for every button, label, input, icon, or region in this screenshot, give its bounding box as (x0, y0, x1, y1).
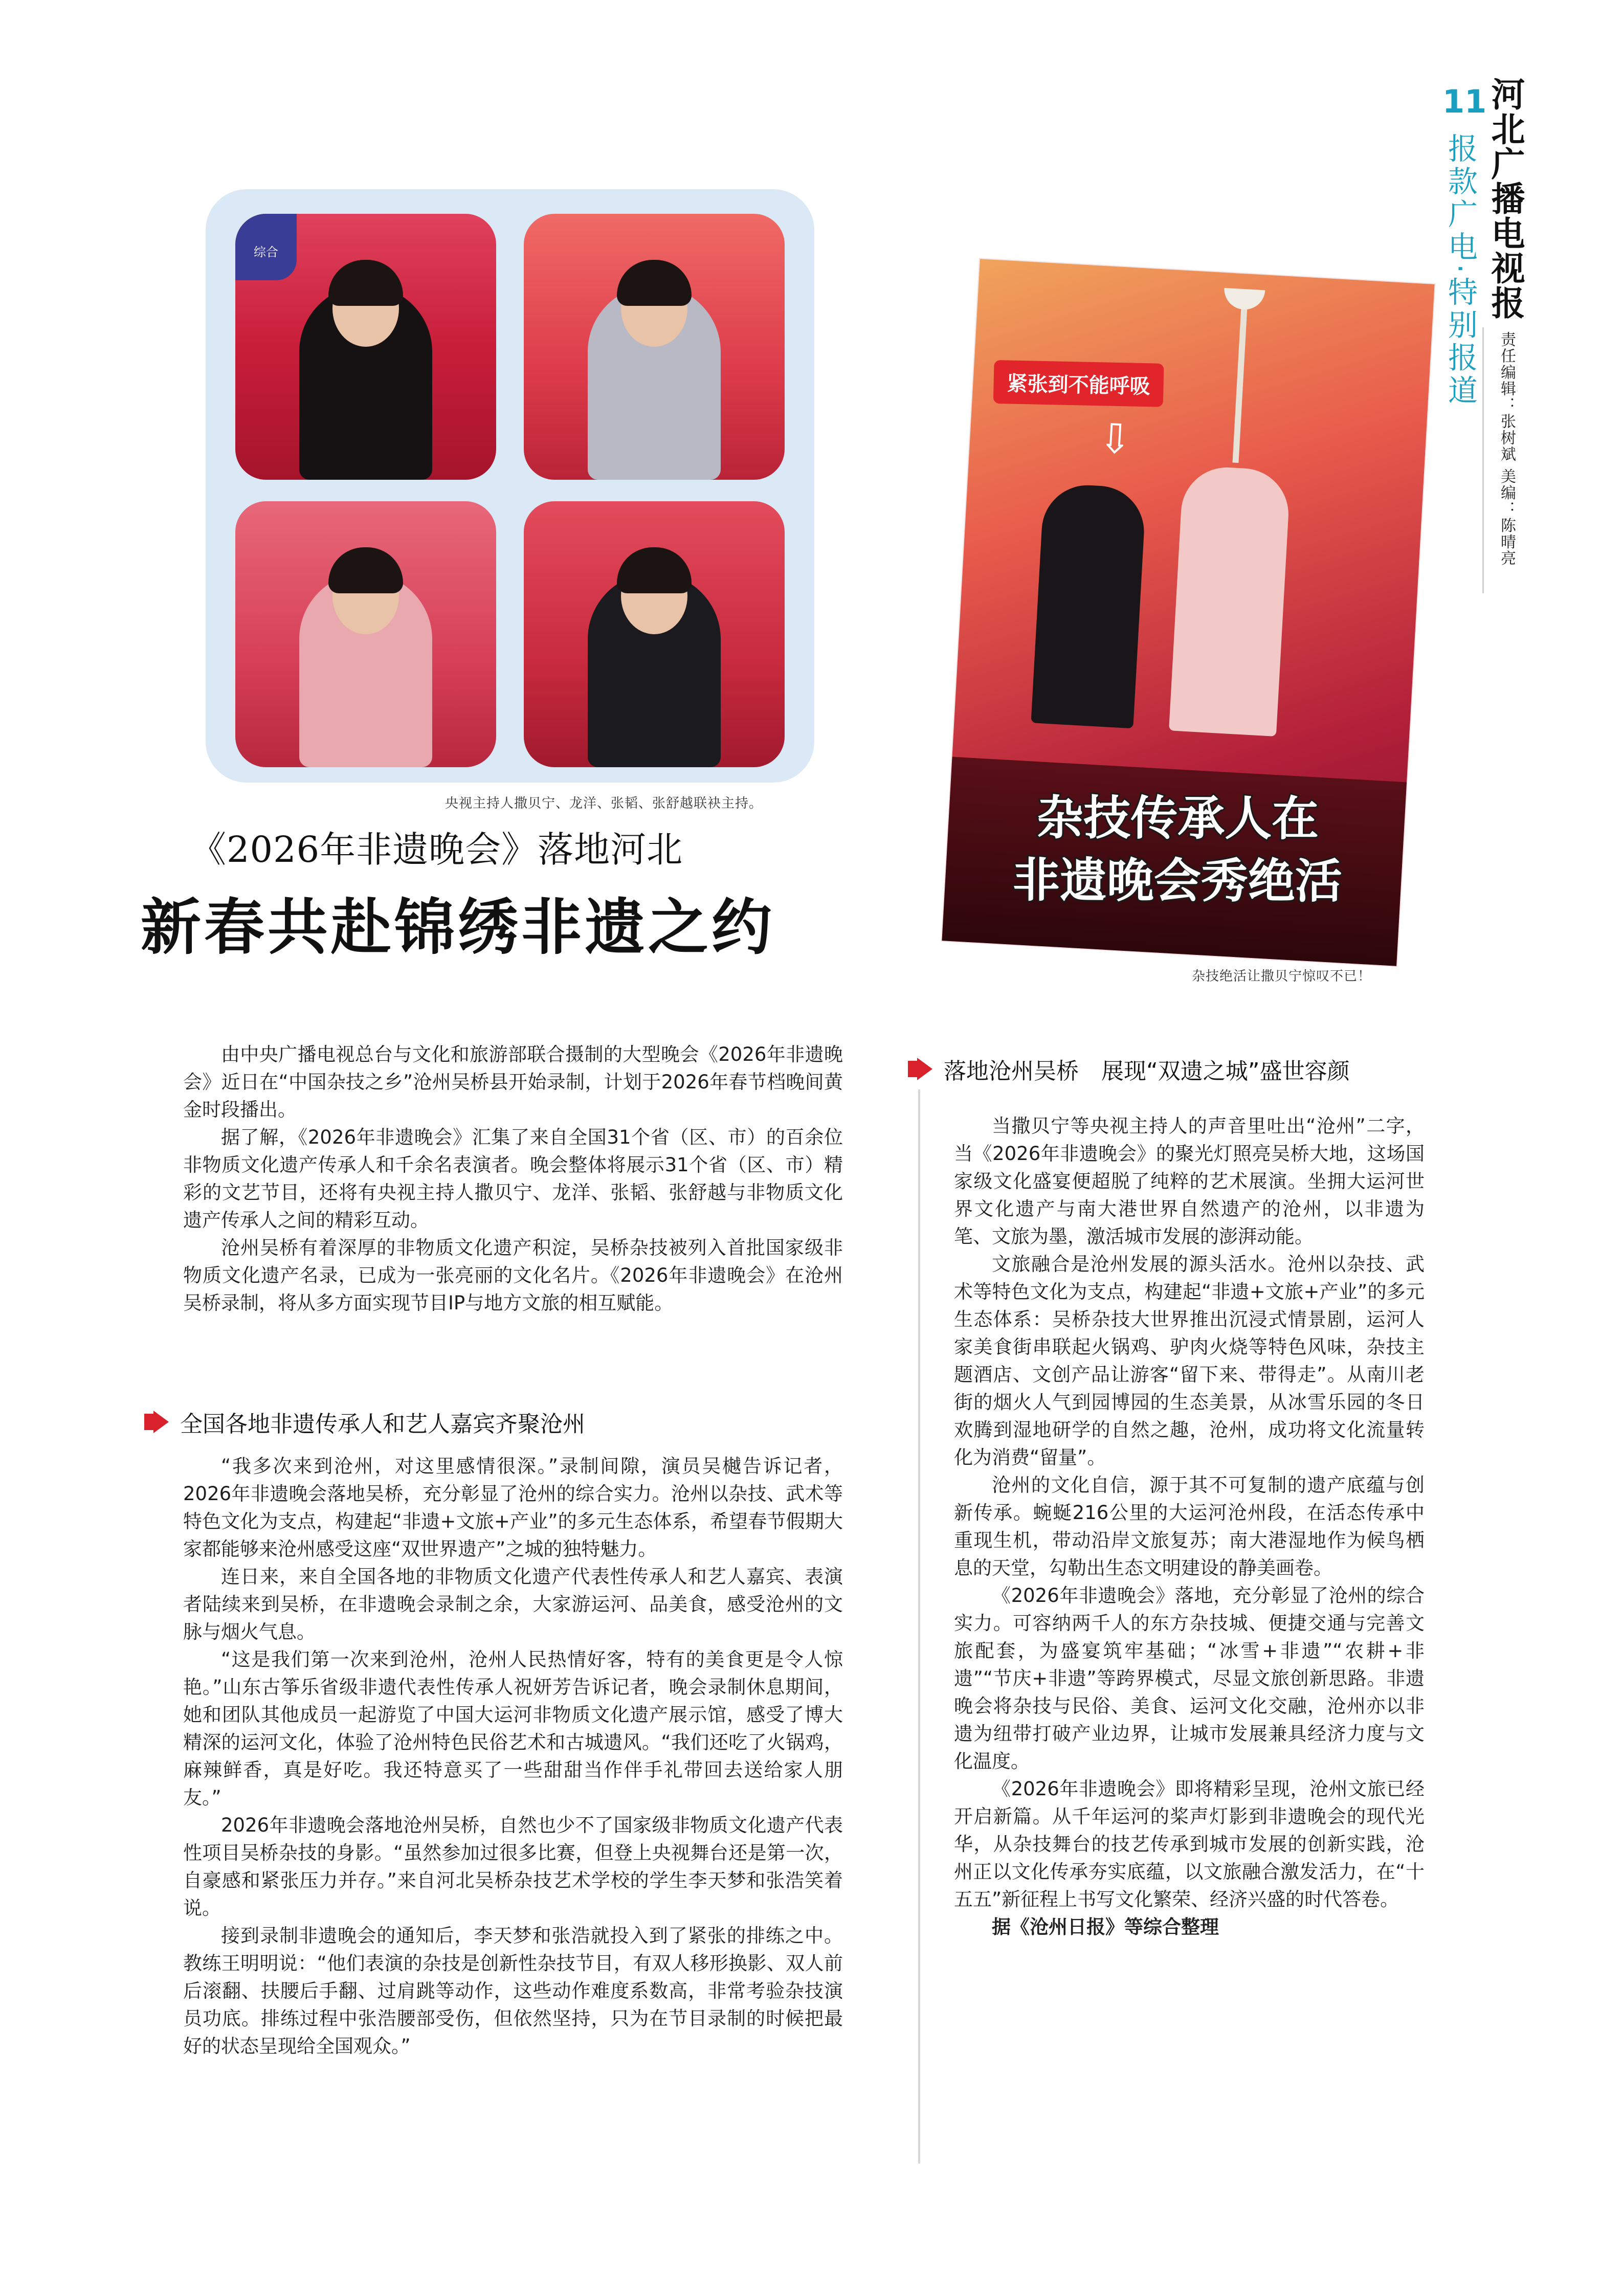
paragraph: 据了解，《2026年非遗晚会》汇集了来自全国31个省（区、市）的百余位非物质文化遗产传承人和千余名表演者。晚会整体将展示31个省（区、市）精彩的文艺节目，还将有央视主持人撒贝宁、龙洋、张韬、张舒越与非物质文化遗产传承人之间的精彩互动。 (183, 1126, 843, 1231)
masthead-divider (1482, 327, 1484, 593)
source-credit: 据《沧州日报》等综合整理 (992, 1916, 1219, 1938)
intro-text (183, 1041, 843, 1317)
paragraph: 2026年非遗晚会落地沧州吴桥，自然也少不了国家级非物质文化遗产代表性项目吴桥杂技的身影。“虽然参加过很多比赛，但登上央视舞台还是第一次，自豪感和紧张压力并存。”来自河北吴桥杂技艺术学校的学生李天梦和张浩笑着说。 (183, 1814, 843, 1919)
arrow-marker-icon (144, 1411, 171, 1433)
paragraph: 沧州的文化自信，源于其不可复制的遗产底蕴与创新传承。蜿蜒216公里的大运河沧州段，在活态传承中重现生机，带动沿岸文旅复苏；南大港湿地作为候鸟栖息的天堂，勾勒出生态文明建设的静美画卷。 (954, 1474, 1425, 1579)
page-number: 11 (1442, 83, 1487, 120)
paragraph: 《2026年非遗晚会》落地，充分彰显了沧州的综合实力。可容纳两千人的东方杂技城、便捷交通与完善文旅配套，为盛宴筑牢基础；“冰雪+非遗”“农耕+非遗”“节庆+非遗”等跨界模式，尽显文旅创新思路。非遗晚会将杂技与民俗、美食、运河文化交融，沧州亦以非遗为纽带打破产业边界，让城市发展兼具经济力度与文化温度。 (954, 1585, 1425, 1772)
photo-banner: 杂技传承人在 非遗晚会秀绝活 (1012, 790, 1343, 909)
paper-name: 河北广播电视报 (1485, 77, 1525, 320)
host-photo (235, 214, 496, 480)
arrow-marker-icon (908, 1058, 935, 1080)
paragraph: 连日来，来自全国各地的非物质文化遗产代表性传承人和艺人嘉宾、表演者陆续来到吴桥，在非遗晚会录制之余，大家游运河、品美食，感受沧州的文脉与烟火气息。 (183, 1566, 843, 1643)
acrobatics-photo (942, 259, 1434, 966)
section-title: 报款广电·特别报道 (1443, 133, 1478, 408)
host-photo (524, 501, 785, 767)
photo-sticker: 紧张到不能呼吸 (993, 360, 1164, 407)
paragraph: “我多次来到沧州，对这里感情很深。”录制间隙，演员吴樾告诉记者，2026年非遗晚会落地吴桥，充分彰显了沧州的综合实力。沧州以杂技、武术等特色文化为支点，构建起“非遗+文旅+产业”的多元生态体系，希望春节假期大家都能够来沧州感受这座“双世界遗产”之城的独特魅力。 (183, 1455, 843, 1560)
paragraph: 接到录制非遗晚会的通知后，李天梦和张浩就投入到了紧张的排练之中。教练王明明说：“他们表演的杂技是创新性杂技节目，有双人移形换影、双人前后滚翻、扶腰后手翻、过肩跳等动作，这些动作难度系数高，非常考验杂技演员功底。排练过程中张浩腰部受伤，但依然坚持，只为在节目录制的时候把最好的状态呈现给全国观众。” (183, 1925, 843, 2057)
paragraph: “这是我们第一次来到沧州，沧州人民热情好客，特有的美食更是令人惊艳。”山东古筝乐省级非遗代表性传承人祝妍芳告诉记者，晚会录制休息期间，她和团队其他成员一起游览了中国大运河非物质文化遗产展示馆，感受了博大精深的运河文化，体验了沧州特色民俗艺术和古城遗风。“我们还吃了火锅鸡，麻辣鲜香，真是好吃。我还特意买了一些甜甜当作伴手礼带回去送给家人朋友。” (183, 1648, 843, 1809)
collage-caption: 央视主持人撒贝宁、龙洋、张韬、张舒越联袂主持。 (445, 796, 763, 811)
headline-kicker: 《2026年非遗晚会》落地河北 (190, 829, 683, 871)
host-photo (524, 214, 785, 480)
tv-channel-logo: 综合 (235, 214, 297, 280)
acrobatics-caption: 杂技绝活让撒贝宁惊叹不已！ (1192, 969, 1372, 984)
paragraph: 由中央广播电视总台与文化和旅游部联合摄制的大型晚会《2026年非遗晚会》近日在“中国杂技之乡”沧州吴桥县开始录制，计划于2026年春节档晚间黄金时段播出。 (183, 1043, 843, 1121)
column-divider (918, 1089, 920, 2164)
arrow-down-icon: ⇩ (1097, 414, 1134, 464)
paragraph: 文旅融合是沧州发展的源头活水。沧州以杂技、武术等特色文化为支点，构建起“非遗+文旅+产业”的多元生态体系：吴桥杂技大世界推出沉浸式情景剧，运河人家美食街串联起火锅鸡、驴肉火烧等特色风味，杂技主题酒店、文创产品让游客“留下来、带得走”。从南川老街的烟火人气到园博园的生态美景，从冰雪乐园的冬日欢腾到湿地研学的自然之趣，沧州，成功将文化流量转化为消费“留量”。 (954, 1253, 1425, 1468)
paragraph: 当撒贝宁等央视主持人的声音里吐出“沧州”二字，当《2026年非遗晚会》的聚光灯照亮吴桥大地，这场国家级文化盛宴便超脱了纯粹的艺术展演。坐拥大运河世界文化遗产与南大港世界自然遗产的沧州，以非遗为笔、文旅为墨，激活城市发展的澎湃动能。 (954, 1115, 1425, 1247)
host-photo (235, 501, 496, 767)
section-subhead: 落地沧州吴桥 展现“双遗之城”盛世容颜 (908, 1053, 1350, 1085)
section-subhead: 全国各地非遗传承人和艺人嘉宾齐聚沧州 (144, 1406, 585, 1438)
paragraph: 《2026年非遗晚会》即将精彩呈现，沧州文旅已经开启新篇。从千年运河的桨声灯影到非遗晚会的现代光华，从杂技舞台的技艺传承到城市发展的创新实践，沧州正以文化传承夯实底蕴，以文旅融合激发活力，在“十五五”新征程上书写文化繁荣、经济兴盛的时代答卷。 (954, 1778, 1425, 1910)
right-column-text (954, 1112, 1425, 1941)
headline-main: 新春共赴锦绣非遗之约 (141, 891, 775, 963)
editor-credit: 责任编辑：张树斌 美编：陈晴亮 (1498, 331, 1516, 567)
paragraph: 沧州吴桥有着深厚的非物质文化遗产积淀，吴桥杂技被列入首批国家级非物质文化遗产名录，已成为一张亮丽的文化名片。《2026年非遗晚会》在沧州吴桥录制，将从多方面实现节目IP与地方文旅的相互赋能。 (183, 1237, 843, 1314)
hosts-photo-collage (206, 189, 814, 783)
section-text (183, 1453, 843, 2060)
